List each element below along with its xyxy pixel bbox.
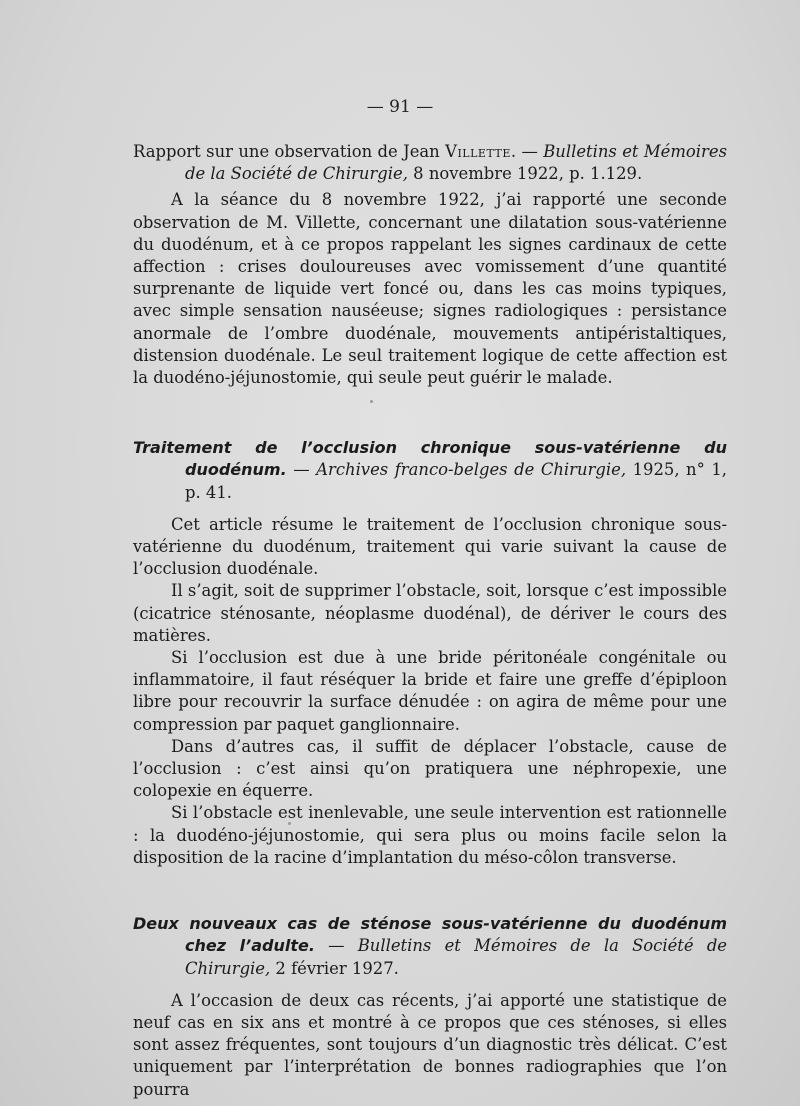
entry-1: [133, 141, 727, 389]
entry-3-dash: —: [314, 936, 358, 956]
entry-2-dash: —: [293, 460, 317, 480]
entry-3-title: Deux nouveaux cas de sténose sous-vatérienne du duodénum chez l’adulte.: [133, 914, 727, 956]
entry-3-journal: Bulletins et Mémoires de la Société de Chirurgie,: [185, 936, 728, 978]
ref-dash: . —: [510, 142, 544, 161]
entry-2-paragraph: Dans d’autres cas, il suffit de déplacer l’obstacle, cause de l’occlusion : c’est ainsi qu’on pratiquera une néphropexie, une colopexie en équerre.: [133, 736, 727, 801]
entry-3-details: 2 février 1927.: [270, 958, 399, 978]
entry-2: [133, 437, 727, 869]
entry-2-title: Traitement de l’occlusion chronique sous-vatérienne du duodénum.: [133, 438, 727, 480]
entry-3: [133, 913, 727, 1101]
entry-2-paragraph: Si l’obstacle est inenlevable, une seule intervention est rationnelle : la duodéno-jéjunostomie, qui sera plus ou moins facile selon la disposition de la racine d’implantation du méso-côlon transverse.: [133, 803, 727, 867]
ref-author: Villette: [445, 142, 511, 161]
entry-2-heading: [133, 437, 727, 504]
entry-3-heading: [133, 913, 727, 980]
entry-3-paragraph: A l’occasion de deux cas récents, j’ai apporté une statistique de neuf cas en six ans et montré à ce propos que ces sténoses, si elles sont assez fréquentes, sont toujours d’un diagnostic très délicat. C’est uniquement par l’interprétation de bonnes radiographies que l’on pourra: [133, 990, 727, 1099]
entry-2-details: 1925, n° 1, p. 41.: [185, 460, 727, 502]
entry-1-reference: [133, 141, 727, 185]
entry-2-paragraph: Cet article résume le traitement de l’occlusion chronique sous-vatérienne du duodénum, traitement qui varie suivant la cause de l’occlusion duodénale.: [133, 514, 727, 579]
entry-2-journal: Archives franco-belges de Chirurgie,: [316, 460, 627, 480]
ref-prefix: Rapport sur une observation de Jean: [133, 142, 446, 161]
ref-journal: Bulletins et Mémoires de la Société de Chirurgie,: [185, 142, 727, 184]
entry-2-paragraph: Il s’agit, soit de supprimer l’obstacle, soit, lorsque c’est impossible (cicatrice sténosante, néoplasme duodénal), de dériver le cours des matières.: [133, 581, 728, 645]
entry-2-paragraph: Si l’occlusion est due à une bride péritonéale congénitale ou inflammatoire, il faut réséquer la bride et faire une greffe d’épiploon libre pour recouvrir la surface dénudée : on agira de même pour une compression par paquet ganglionnaire.: [133, 648, 727, 734]
ref-details: 8 novembre 1922, p. 1.129.: [407, 164, 643, 184]
page-number: — 91 —: [366, 97, 434, 117]
text-column: [133, 141, 727, 1101]
entry-1-paragraph: A la séance du 8 novembre 1922, j’ai rapporté une seconde observation de M. Villette, concernant une dilatation sous-vatérienne du duodénum, et à ce propos rappelant les signes cardinaux de cette affection : crises douloureuses avec vomissement d’une quantité surprenante de liquide vert foncé ou, dans les cas moins typiques, avec simple sensation nauséeuse; signes radiologiques : persistance anormale de l’ombre duodénale, mouvements antipéristaltiques, distension duodénale. Le seul traitement logique de cette affection est la duodéno-jéjunostomie, qui seule peut guérir le malade.: [133, 190, 727, 388]
